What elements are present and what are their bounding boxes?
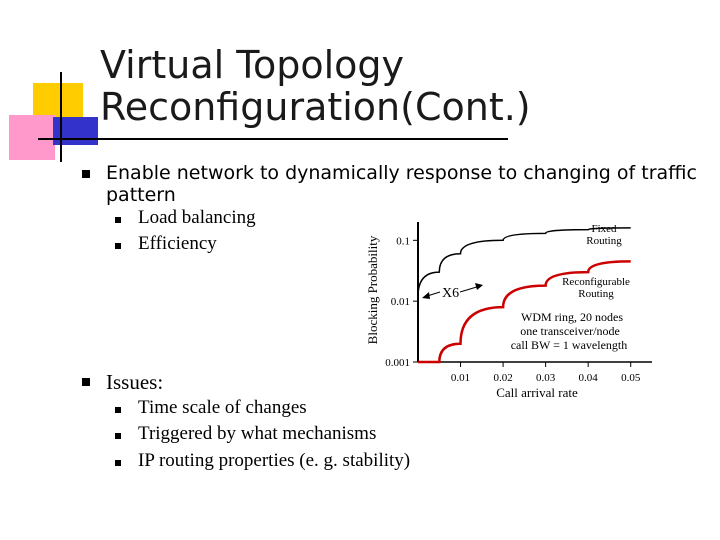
note-line-1: WDM ring, 20 nodes (521, 310, 623, 324)
x-axis-label: Call arrival rate (496, 385, 578, 400)
title-line-1: Virtual Topology (100, 43, 405, 87)
note-line-3: call BW = 1 wavelength (510, 338, 628, 352)
y-tick-label: 0.001 (385, 357, 410, 369)
bullet-2-text: Issues: (106, 370, 164, 394)
sub-bullet-time-scale: Time scale of changes (138, 397, 307, 418)
legend-reconfigurable-line-2: Routing (578, 288, 614, 300)
y-tick-label: 0.01 (390, 296, 410, 309)
note-line-2: one transceiver/node (520, 324, 620, 338)
bullet-1-line-1: Enable network to dynamically response to changing of traffic (106, 162, 697, 184)
ratio-arrowhead-left (422, 292, 430, 299)
sub-bullet-load-balancing: Load balancing (138, 207, 256, 228)
y-axis-label: Blocking Probability (365, 235, 380, 345)
x-tick-label: 0.01 (450, 372, 471, 384)
x-tick-label: 0.02 (493, 372, 513, 384)
legend-fixed-routing-line-1: Fixed (591, 223, 617, 235)
legend-fixed-routing-line-2: Routing (586, 235, 622, 247)
x-tick-label: 0.04 (578, 372, 598, 384)
legend-reconfigurable-line-1: Reconfigurable (562, 276, 630, 288)
ratio-arrowhead-right (475, 283, 483, 290)
bullet-1-line-2: pattern (106, 184, 176, 206)
ratio-annotation: X6 (442, 286, 460, 301)
x-tick-label: 0.05 (621, 372, 641, 384)
sub-bullet-ip-routing: IP routing properties (e. g. stability) (138, 450, 411, 471)
y-tick-label: 0.1 (396, 235, 410, 248)
x-tick-label: 0.03 (536, 372, 556, 384)
title-line-2: Reconfiguration(Cont.) (100, 85, 531, 129)
sub-bullet-efficiency: Efficiency (138, 233, 217, 254)
sub-bullet-triggered: Triggered by what mechanisms (138, 423, 377, 444)
